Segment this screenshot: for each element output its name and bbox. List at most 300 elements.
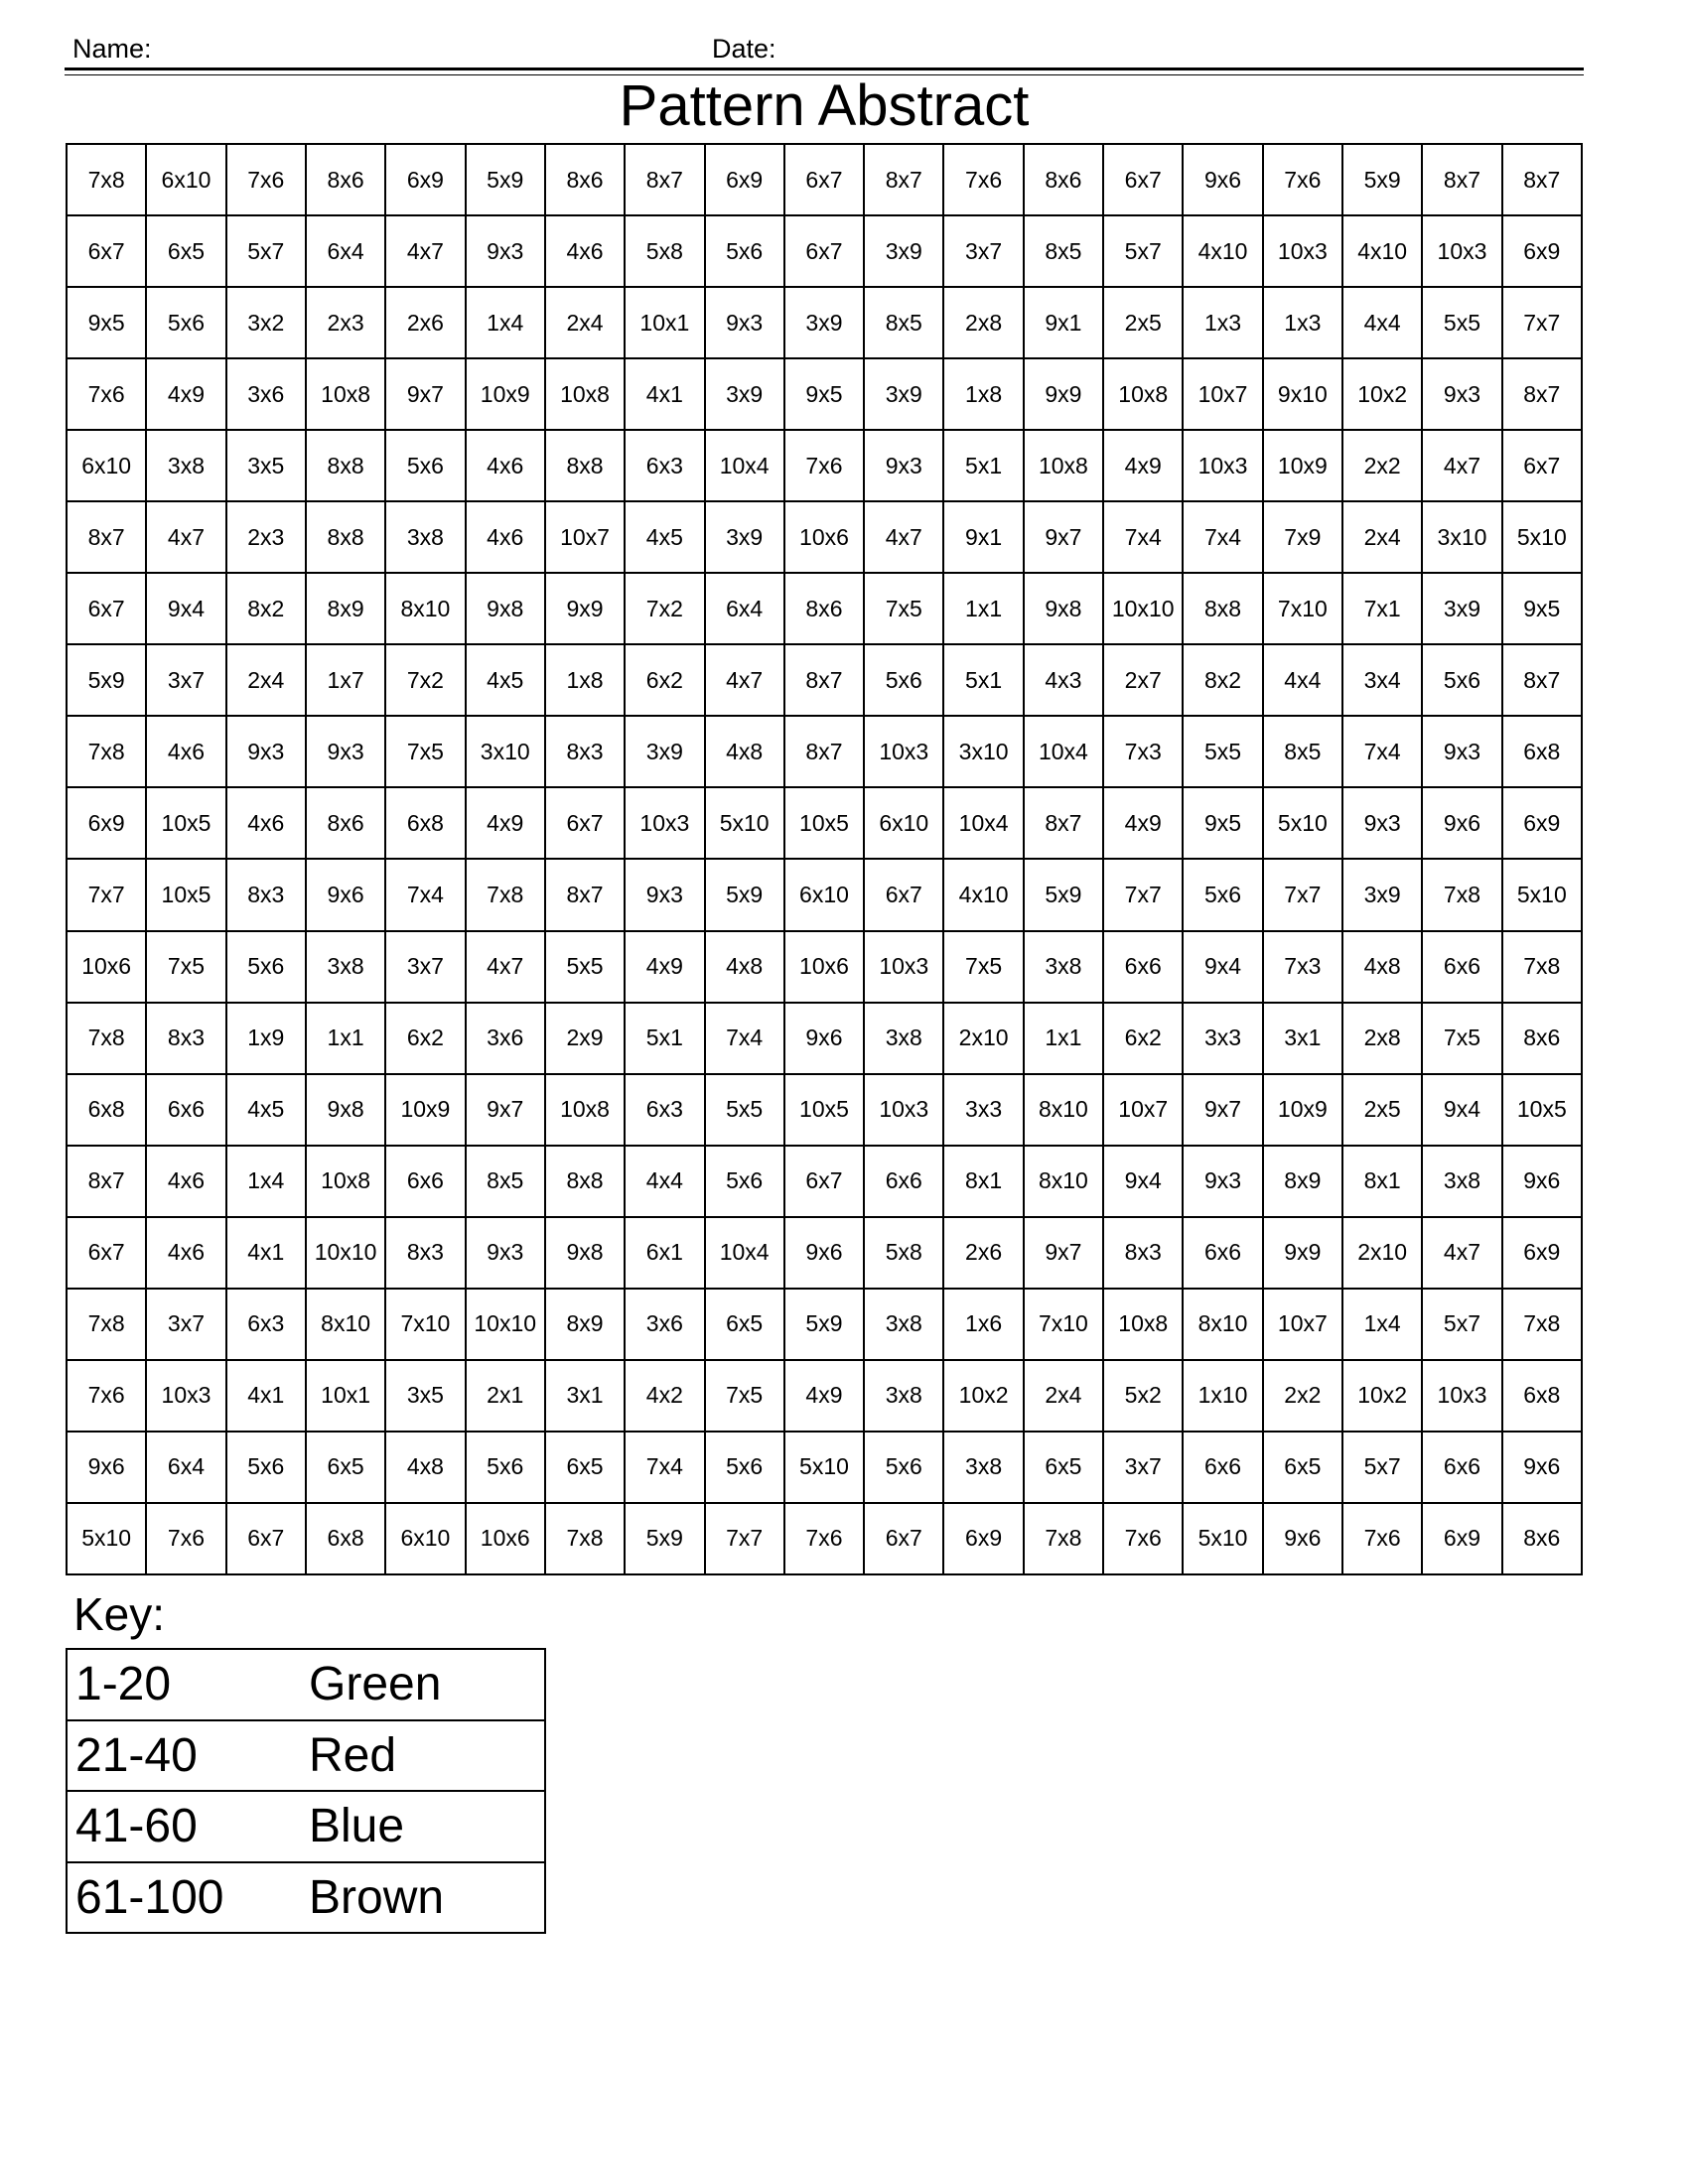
grid-cell: 9x3 <box>625 859 704 930</box>
grid-cell: 5x6 <box>705 1146 784 1217</box>
grid-cell: 8x3 <box>385 1217 465 1289</box>
grid-cell: 9x3 <box>1422 716 1501 787</box>
grid-cell: 8x7 <box>784 644 864 716</box>
grid-cell: 3x10 <box>943 716 1023 787</box>
grid-cell: 10x5 <box>1502 1074 1582 1146</box>
header-rule-thick <box>65 68 1584 70</box>
grid-cell: 8x1 <box>1342 1146 1422 1217</box>
grid-cell: 3x7 <box>146 644 225 716</box>
grid-cell: 3x3 <box>943 1074 1023 1146</box>
grid-cell: 10x4 <box>1024 716 1103 787</box>
grid-cell: 6x2 <box>385 1003 465 1074</box>
grid-cell: 7x7 <box>1502 287 1582 358</box>
grid-cell: 6x8 <box>67 1074 146 1146</box>
grid-cell: 3x9 <box>1342 859 1422 930</box>
grid-cell: 8x7 <box>864 144 943 215</box>
grid-cell: 7x4 <box>385 859 465 930</box>
grid-cell: 3x8 <box>864 1003 943 1074</box>
grid-row <box>67 1146 1582 1217</box>
grid-cell: 5x6 <box>466 1432 545 1503</box>
grid-cell: 4x3 <box>1024 644 1103 716</box>
grid-cell: 6x5 <box>146 215 225 287</box>
grid-cell: 8x9 <box>306 573 385 644</box>
grid-cell: 10x8 <box>306 1146 385 1217</box>
grid-cell: 6x9 <box>1502 787 1582 859</box>
grid-cell: 3x6 <box>226 358 306 430</box>
grid-cell: 6x8 <box>385 787 465 859</box>
grid-cell: 9x9 <box>545 573 625 644</box>
grid-cell: 9x9 <box>1024 358 1103 430</box>
grid-cell: 4x6 <box>466 501 545 573</box>
grid-cell: 8x5 <box>864 287 943 358</box>
grid-cell: 2x10 <box>1342 1217 1422 1289</box>
grid-row <box>67 430 1582 501</box>
grid-cell: 6x10 <box>385 1503 465 1574</box>
grid-cell: 6x7 <box>784 144 864 215</box>
grid-cell: 6x9 <box>1502 215 1582 287</box>
grid-cell: 8x3 <box>226 859 306 930</box>
grid-cell: 6x6 <box>1422 931 1501 1003</box>
grid-cell: 6x7 <box>67 1217 146 1289</box>
grid-cell: 7x3 <box>1263 931 1342 1003</box>
grid-cell: 7x7 <box>67 859 146 930</box>
grid-row <box>67 787 1582 859</box>
grid-cell: 8x7 <box>67 501 146 573</box>
grid-cell: 4x8 <box>385 1432 465 1503</box>
grid-cell: 6x6 <box>1103 931 1183 1003</box>
grid-cell: 10x8 <box>545 358 625 430</box>
grid-cell: 4x1 <box>625 358 704 430</box>
page-title: Pattern Abstract <box>619 73 1030 138</box>
grid-cell: 7x8 <box>466 859 545 930</box>
grid-cell: 5x6 <box>864 1432 943 1503</box>
grid-cell: 7x6 <box>146 1503 225 1574</box>
grid-cell: 10x3 <box>1183 430 1262 501</box>
grid-row <box>67 1360 1582 1432</box>
grid-cell: 10x10 <box>306 1217 385 1289</box>
key-color: Red <box>309 1720 545 1792</box>
grid-cell: 6x4 <box>705 573 784 644</box>
grid-cell: 1x8 <box>545 644 625 716</box>
grid-cell: 9x8 <box>466 573 545 644</box>
grid-cell: 1x9 <box>226 1003 306 1074</box>
grid-cell: 8x8 <box>306 501 385 573</box>
grid-cell: 5x2 <box>1103 1360 1183 1432</box>
key-row <box>67 1791 545 1862</box>
grid-cell: 6x7 <box>784 215 864 287</box>
grid-cell: 7x8 <box>545 1503 625 1574</box>
grid-cell: 9x7 <box>385 358 465 430</box>
grid-cell: 10x8 <box>1103 358 1183 430</box>
grid-cell: 3x6 <box>466 1003 545 1074</box>
grid-row <box>67 287 1582 358</box>
color-key <box>66 1648 546 1934</box>
grid-cell: 4x5 <box>466 644 545 716</box>
grid-cell: 6x6 <box>1183 1217 1262 1289</box>
grid-cell: 6x9 <box>943 1503 1023 1574</box>
grid-cell: 10x2 <box>1342 1360 1422 1432</box>
grid-cell: 5x5 <box>705 1074 784 1146</box>
grid-cell: 9x7 <box>1183 1074 1262 1146</box>
grid-cell: 3x1 <box>1263 1003 1342 1074</box>
grid-cell: 7x5 <box>864 573 943 644</box>
grid-cell: 5x1 <box>625 1003 704 1074</box>
grid-cell: 8x7 <box>1502 144 1582 215</box>
grid-cell: 10x10 <box>466 1289 545 1360</box>
grid-cell: 7x6 <box>1342 1503 1422 1574</box>
grid-cell: 5x10 <box>1263 787 1342 859</box>
grid-cell: 9x3 <box>466 215 545 287</box>
grid-cell: 7x7 <box>1103 859 1183 930</box>
grid-cell: 4x5 <box>625 501 704 573</box>
grid-cell: 3x8 <box>1024 931 1103 1003</box>
grid-cell: 3x9 <box>625 716 704 787</box>
grid-cell: 10x5 <box>146 859 225 930</box>
grid-cell: 5x6 <box>705 215 784 287</box>
grid-row <box>67 215 1582 287</box>
grid-cell: 10x9 <box>466 358 545 430</box>
grid-cell: 9x8 <box>545 1217 625 1289</box>
grid-cell: 4x6 <box>466 430 545 501</box>
grid-cell: 4x9 <box>625 931 704 1003</box>
grid-cell: 4x10 <box>943 859 1023 930</box>
grid-cell: 4x6 <box>146 716 225 787</box>
key-color: Brown <box>309 1862 545 1934</box>
grid-cell: 8x1 <box>943 1146 1023 1217</box>
grid-cell: 9x3 <box>226 716 306 787</box>
grid-cell: 4x1 <box>226 1360 306 1432</box>
grid-cell: 4x9 <box>784 1360 864 1432</box>
grid-cell: 4x7 <box>705 644 784 716</box>
grid-cell: 10x5 <box>784 1074 864 1146</box>
grid-cell: 4x6 <box>146 1217 225 1289</box>
grid-cell: 8x8 <box>545 430 625 501</box>
grid-cell: 6x7 <box>545 787 625 859</box>
grid-cell: 10x9 <box>385 1074 465 1146</box>
grid-cell: 7x8 <box>1422 859 1501 930</box>
grid-cell: 7x10 <box>385 1289 465 1360</box>
grid-cell: 6x2 <box>625 644 704 716</box>
grid-cell: 3x7 <box>943 215 1023 287</box>
grid-cell: 10x6 <box>784 931 864 1003</box>
grid-cell: 3x3 <box>1183 1003 1262 1074</box>
grid-cell: 5x10 <box>1502 501 1582 573</box>
grid-cell: 4x7 <box>864 501 943 573</box>
grid-cell: 10x7 <box>1103 1074 1183 1146</box>
grid-cell: 8x5 <box>1024 215 1103 287</box>
grid-cell: 3x8 <box>943 1432 1023 1503</box>
grid-row <box>67 1503 1582 1574</box>
grid-cell: 9x4 <box>1422 1074 1501 1146</box>
grid-cell: 7x4 <box>1183 501 1262 573</box>
grid-cell: 8x5 <box>1263 716 1342 787</box>
grid-cell: 10x3 <box>1422 1360 1501 1432</box>
grid-cell: 4x7 <box>466 931 545 1003</box>
grid-cell: 3x8 <box>306 931 385 1003</box>
grid-cell: 7x5 <box>385 716 465 787</box>
grid-cell: 9x5 <box>784 358 864 430</box>
grid-cell: 3x7 <box>1103 1432 1183 1503</box>
grid-cell: 9x3 <box>864 430 943 501</box>
grid-cell: 8x9 <box>545 1289 625 1360</box>
grid-cell: 5x10 <box>784 1432 864 1503</box>
grid-cell: 9x5 <box>1502 573 1582 644</box>
grid-cell: 9x1 <box>1024 287 1103 358</box>
grid-cell: 1x4 <box>1342 1289 1422 1360</box>
grid-cell: 4x10 <box>1183 215 1262 287</box>
grid-cell: 10x3 <box>146 1360 225 1432</box>
grid-cell: 3x9 <box>864 358 943 430</box>
grid-cell: 1x3 <box>1263 287 1342 358</box>
grid-cell: 8x7 <box>1502 358 1582 430</box>
grid-cell: 3x6 <box>625 1289 704 1360</box>
grid-cell: 10x3 <box>864 716 943 787</box>
grid-cell: 7x6 <box>1103 1503 1183 1574</box>
grid-cell: 2x5 <box>1342 1074 1422 1146</box>
grid-cell: 6x1 <box>625 1217 704 1289</box>
grid-cell: 3x7 <box>146 1289 225 1360</box>
grid-cell: 9x7 <box>466 1074 545 1146</box>
grid-cell: 5x8 <box>864 1217 943 1289</box>
grid-cell: 8x10 <box>306 1289 385 1360</box>
grid-cell: 8x7 <box>67 1146 146 1217</box>
grid-row <box>67 358 1582 430</box>
grid-cell: 9x4 <box>1183 931 1262 1003</box>
grid-cell: 7x8 <box>67 144 146 215</box>
grid-cell: 6x3 <box>625 430 704 501</box>
grid-cell: 5x10 <box>705 787 784 859</box>
grid-cell: 6x4 <box>306 215 385 287</box>
grid-cell: 1x10 <box>1183 1360 1262 1432</box>
grid-cell: 4x7 <box>1422 430 1501 501</box>
grid-cell: 8x7 <box>1502 644 1582 716</box>
grid-cell: 7x4 <box>625 1432 704 1503</box>
grid-cell: 8x3 <box>545 716 625 787</box>
grid-cell: 10x3 <box>1422 215 1501 287</box>
grid-cell: 7x6 <box>784 430 864 501</box>
grid-cell: 8x5 <box>466 1146 545 1217</box>
grid-cell: 9x3 <box>1422 358 1501 430</box>
grid-cell: 8x7 <box>625 144 704 215</box>
grid-cell: 5x10 <box>1183 1503 1262 1574</box>
grid-cell: 6x8 <box>1502 716 1582 787</box>
grid-cell: 2x9 <box>545 1003 625 1074</box>
grid-cell: 2x4 <box>1024 1360 1103 1432</box>
grid-cell: 5x9 <box>67 644 146 716</box>
grid-cell: 8x10 <box>1024 1146 1103 1217</box>
grid-cell: 4x4 <box>625 1146 704 1217</box>
grid-cell: 9x5 <box>67 287 146 358</box>
grid-cell: 7x5 <box>943 931 1023 1003</box>
grid-cell: 10x9 <box>1263 1074 1342 1146</box>
grid-cell: 8x2 <box>1183 644 1262 716</box>
key-row <box>67 1720 545 1792</box>
grid-row <box>67 1432 1582 1503</box>
grid-cell: 7x10 <box>1024 1289 1103 1360</box>
grid-cell: 2x5 <box>1103 287 1183 358</box>
grid-cell: 5x5 <box>1183 716 1262 787</box>
grid-cell: 3x9 <box>1422 573 1501 644</box>
grid-cell: 3x4 <box>1342 644 1422 716</box>
grid-cell: 9x6 <box>306 859 385 930</box>
grid-cell: 8x10 <box>1183 1289 1262 1360</box>
grid-cell: 7x1 <box>1342 573 1422 644</box>
grid-cell: 2x6 <box>385 287 465 358</box>
grid-cell: 3x10 <box>1422 501 1501 573</box>
grid-cell: 6x5 <box>306 1432 385 1503</box>
grid-cell: 3x9 <box>864 215 943 287</box>
grid-cell: 6x8 <box>1502 1360 1582 1432</box>
grid-cell: 6x7 <box>1103 144 1183 215</box>
grid-cell: 10x6 <box>466 1503 545 1574</box>
grid-cell: 6x6 <box>146 1074 225 1146</box>
grid-cell: 4x4 <box>1263 644 1342 716</box>
grid-cell: 6x7 <box>784 1146 864 1217</box>
grid-cell: 3x8 <box>385 501 465 573</box>
grid-cell: 1x1 <box>1024 1003 1103 1074</box>
grid-cell: 7x8 <box>1502 1289 1582 1360</box>
grid-cell: 8x7 <box>784 716 864 787</box>
grid-cell: 7x9 <box>1263 501 1342 573</box>
grid-cell: 8x7 <box>545 859 625 930</box>
grid-cell: 5x7 <box>226 215 306 287</box>
grid-cell: 2x4 <box>226 644 306 716</box>
grid-cell: 9x3 <box>466 1217 545 1289</box>
grid-cell: 10x8 <box>306 358 385 430</box>
grid-cell: 4x9 <box>1103 787 1183 859</box>
grid-cell: 5x9 <box>1342 144 1422 215</box>
grid-cell: 8x8 <box>306 430 385 501</box>
grid-cell: 6x9 <box>705 144 784 215</box>
grid-cell: 10x5 <box>784 787 864 859</box>
grid-row <box>67 931 1582 1003</box>
grid-cell: 4x1 <box>226 1217 306 1289</box>
grid-cell: 7x8 <box>1024 1503 1103 1574</box>
grid-cell: 8x6 <box>306 144 385 215</box>
worksheet-header <box>65 30 1584 69</box>
grid-cell: 1x6 <box>943 1289 1023 1360</box>
grid-cell: 6x10 <box>864 787 943 859</box>
grid-cell: 7x6 <box>226 144 306 215</box>
grid-cell: 4x7 <box>146 501 225 573</box>
grid-cell: 9x1 <box>943 501 1023 573</box>
grid-cell: 3x2 <box>226 287 306 358</box>
grid-cell: 9x3 <box>705 287 784 358</box>
grid-cell: 8x10 <box>1024 1074 1103 1146</box>
grid-cell: 8x8 <box>545 1146 625 1217</box>
grid-cell: 10x1 <box>306 1360 385 1432</box>
grid-cell: 6x2 <box>1103 1003 1183 1074</box>
grid-cell: 6x9 <box>385 144 465 215</box>
grid-cell: 3x5 <box>226 430 306 501</box>
grid-cell: 9x7 <box>1024 1217 1103 1289</box>
grid-cell: 9x5 <box>1183 787 1262 859</box>
grid-cell: 5x10 <box>67 1503 146 1574</box>
grid-cell: 7x8 <box>67 1003 146 1074</box>
grid-cell: 4x6 <box>545 215 625 287</box>
grid-cell: 7x8 <box>1502 931 1582 1003</box>
grid-cell: 5x6 <box>226 1432 306 1503</box>
grid-cell: 4x8 <box>705 716 784 787</box>
grid-cell: 6x9 <box>1502 1217 1582 1289</box>
grid-cell: 10x8 <box>1024 430 1103 501</box>
grid-cell: 8x2 <box>226 573 306 644</box>
key-label: Key: <box>73 1588 166 1640</box>
grid-cell: 1x4 <box>466 287 545 358</box>
grid-cell: 8x7 <box>1024 787 1103 859</box>
grid-cell: 1x4 <box>226 1146 306 1217</box>
grid-cell: 2x7 <box>1103 644 1183 716</box>
grid-cell: 7x4 <box>1103 501 1183 573</box>
grid-cell: 10x3 <box>864 931 943 1003</box>
grid-cell: 10x2 <box>943 1360 1023 1432</box>
grid-cell: 8x6 <box>1024 144 1103 215</box>
grid-cell: 10x7 <box>1183 358 1262 430</box>
date-label: Date: <box>712 34 776 64</box>
grid-cell: 2x6 <box>943 1217 1023 1289</box>
grid-cell: 5x9 <box>466 144 545 215</box>
grid-cell: 10x7 <box>545 501 625 573</box>
grid-cell: 5x5 <box>545 931 625 1003</box>
grid-cell: 2x3 <box>226 501 306 573</box>
grid-cell: 1x8 <box>943 358 1023 430</box>
grid-cell: 4x6 <box>226 787 306 859</box>
grid-cell: 6x6 <box>1183 1432 1262 1503</box>
grid-cell: 5x6 <box>1422 644 1501 716</box>
grid-cell: 6x5 <box>1263 1432 1342 1503</box>
grid-cell: 8x6 <box>1502 1503 1582 1574</box>
grid-cell: 6x5 <box>545 1432 625 1503</box>
grid-cell: 3x8 <box>146 430 225 501</box>
grid-row <box>67 1217 1582 1289</box>
grid-cell: 6x6 <box>1422 1432 1501 1503</box>
grid-cell: 2x8 <box>943 287 1023 358</box>
key-color: Blue <box>309 1791 545 1862</box>
grid-cell: 6x9 <box>1422 1503 1501 1574</box>
grid-cell: 10x1 <box>625 287 704 358</box>
grid-cell: 5x6 <box>385 430 465 501</box>
grid-cell: 4x5 <box>226 1074 306 1146</box>
grid-cell: 6x8 <box>306 1503 385 1574</box>
grid-cell: 9x6 <box>67 1432 146 1503</box>
grid-cell: 3x9 <box>705 501 784 573</box>
grid-cell: 8x6 <box>545 144 625 215</box>
grid-cell: 6x6 <box>385 1146 465 1217</box>
grid-cell: 2x4 <box>1342 501 1422 573</box>
grid-cell: 5x6 <box>705 1432 784 1503</box>
grid-cell: 6x6 <box>864 1146 943 1217</box>
grid-cell: 1x7 <box>306 644 385 716</box>
grid-cell: 4x7 <box>385 215 465 287</box>
grid-row <box>67 144 1582 215</box>
grid-cell: 8x8 <box>1183 573 1262 644</box>
grid-row <box>67 1074 1582 1146</box>
grid-cell: 2x2 <box>1342 430 1422 501</box>
grid-cell: 9x4 <box>146 573 225 644</box>
grid-cell: 2x8 <box>1342 1003 1422 1074</box>
grid-cell: 5x6 <box>146 287 225 358</box>
grid-cell: 6x3 <box>226 1289 306 1360</box>
key-row <box>67 1649 545 1720</box>
grid-cell: 7x7 <box>1263 859 1342 930</box>
grid-cell: 4x8 <box>1342 931 1422 1003</box>
grid-cell: 10x3 <box>864 1074 943 1146</box>
grid-cell: 5x6 <box>864 644 943 716</box>
grid-cell: 5x8 <box>625 215 704 287</box>
grid-cell: 6x7 <box>67 573 146 644</box>
key-color: Green <box>309 1649 545 1720</box>
grid-cell: 7x2 <box>625 573 704 644</box>
